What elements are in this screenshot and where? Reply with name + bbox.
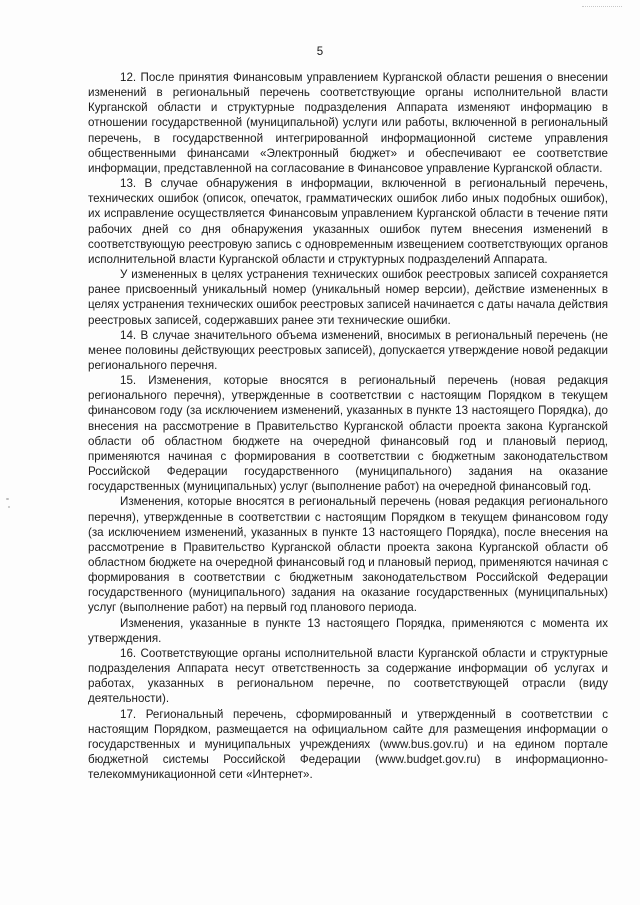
document-body <box>88 70 608 782</box>
paragraph-15-second: Изменения, которые вносятся в региональный перечень (новая редакция регионального перечня), утвержденные в соответствии с настоящим Порядком в текущем финансовом году (за исключением изменений, указанных в пункте 13 настоящего Порядка), после внесения на рассмотрение в Правительство Курганской области проекта закона Курганской области об областном бюджете на очередной финансовый год и плановый период, применяются начиная с формирования в соответствии с бюджетным законодательством Российской Федерации государственного (муниципального) задания на оказание государственных (муниципальных) услуг (выполнение работ) на первый год планового периода. <box>88 495 608 615</box>
scan-artifact <box>582 6 622 11</box>
paragraph-13: 13. В случае обнаружения в информации, включенной в региональный перечень, технических ошибок (описок, опечаток, грамматических ошибок либо иных подобных ошибок), их исправление осуществляется Финансовым управлением Курганской области в течение пяти рабочих дней со дня обнаружения указанных ошибок путем внесения изменений в соответствующую реестровую запись с одновременным извещением соответствующих органов исполнительной власти Курганской области и структурных подразделений Аппарата. <box>88 177 608 266</box>
paragraph-15-third: Изменения, указанные в пункте 13 настоящего Порядка, применяются с момента их утверждения. <box>88 616 608 645</box>
paragraph-14: 14. В случае значительного объема изменений, вносимых в региональный перечень (не менее половины действующих реестровых записей), допускается утверждение новой редакции регионального перечня. <box>88 328 608 372</box>
paragraph-12: 12. После принятия Финансовым управлением Курганской области решения о внесении изменений в региональный перечень соответствующие органы исполнительной власти Курганской области и структурные подразделения Аппарата изменяют информацию в отношении государственной (муниципальной) услуги или работы, включенной в региональный перечень, в государственной интегрированной информационной системе управления общественными финансами «Электронный бюджет» и обеспечивают ее соответствие информации, представленной на согласование в Финансовое управление Курганской области. <box>88 71 608 175</box>
margin-speck <box>8 506 10 508</box>
paragraph-15: 15. Изменения, которые вносятся в региональный перечень (новая редакция регионального перечня), утвержденные в соответствии с настоящим Порядком в текущем финансовом году (за исключением изменений, указанных в пункте 13 настоящего Порядка), до внесения на рассмотрение в Правительство Курганской области проекта закона Курганской области об областном бюджете на очередной финансовый год и плановый период, применяются начиная с формирования в соответствии с бюджетным законодательством Российской Федерации государственного (муниципального) задания на оказание государственных (муниципальных) услуг (выполнение работ) на очередной финансовый год. <box>88 374 608 494</box>
paragraph-16: 16. Соответствующие органы исполнительной власти Курганской области и структурные подразделения Аппарата несут ответственность за содержание информации об услугах и работах, указанных в региональном перечне, по соответствующей отрасли (виду деятельности). <box>88 646 608 706</box>
page-number: 5 <box>316 46 324 58</box>
paragraph-13-continuation: У измененных в целях устранения технических ошибок реестровых записей сохраняется ранее присвоенный уникальный номер (уникальный номер версии), действие измененных в целях устранения технических ошибок реестровых записей начинается с даты начала действия реестровых записей, содержавших ранее эти технические ошибки. <box>88 268 608 327</box>
paragraph-17: 17. Региональный перечень, сформированный и утвержденный в соответствии с настоящим Порядком, размещается на официальном сайте для размещения информации о государственных и муниципальных учреждениях (www.bus.gov.ru) и на едином портале бюджетной системы Российской Федерации (www.budget.gov.ru) в информационно-телекоммуникационной сети «Интернет». <box>88 707 608 782</box>
margin-speck <box>6 498 9 500</box>
